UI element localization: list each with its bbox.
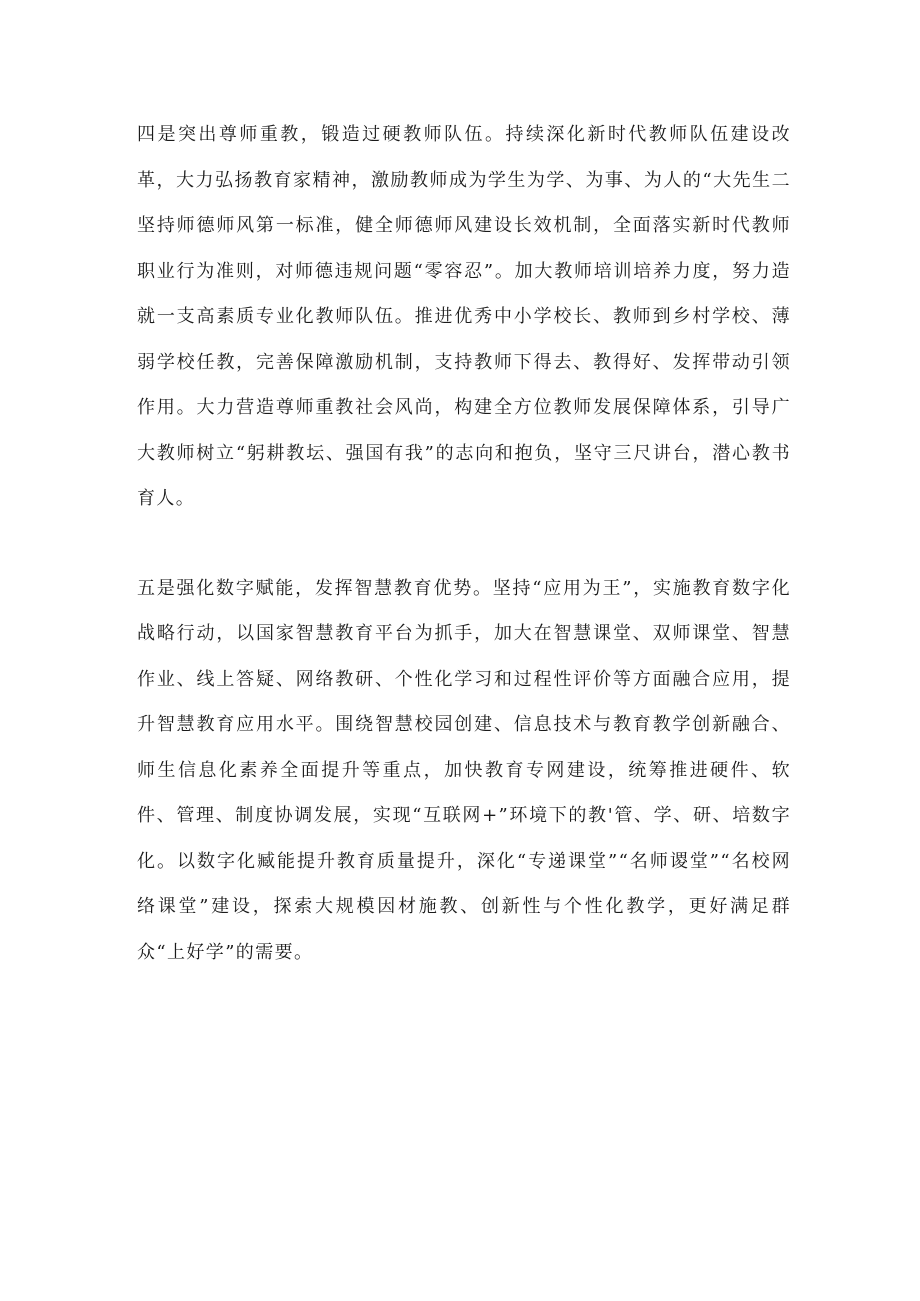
paragraph-spacer <box>137 522 791 566</box>
document-body <box>137 112 791 975</box>
paragraph-teachers: 四是突出尊师重教，锻造过硬教师队伍。持续深化新时代教师队伍建设改革，大力弘扬教育家精神，激励教师成为学生为学、为事、为人的“大先生二坚持师德师风第一标准，健全师德师风建设长效机制，全面落实新时代教师职业行为准则，对师德违规问题“零容忍”。加大教师培训培养力度，努力造就一支高素质专业化教师队伍。推进优秀中小学校长、教师到乡村学校、薄弱学校任教，完善保障激励机制，支持教师下得去、教得好、发挥带动引领作用。大力营造尊师重教社会风尚，构建全方位教师发展保障体系，引导广大教师树立“躬耕教坛、强国有我”的志向和抱负，坚守三尺讲台，潜心教书育人。 <box>137 124 791 509</box>
paragraph-digital-education: 五是强化数字赋能，发挥智慧教育优势。坚持“应用为王”，实施教育数字化战略行动，以国家智慧教育平台为抓手，加大在智慧课堂、双师课堂、智慧作业、线上答疑、网络教研、个性化学习和过程性评价等方面融合应用，提升智慧教育应用水平。围绕智慧校园创建、信息技术与教育教学创新融合、师生信息化素养全面提升等重点，加快教育专网建设，统筹推进硬件、软件、管理、制度协调发展，实现“互联网+”环境下的教'管、学、研、培数字化。以数字化臧能提升教育质量提升，深化“专递课堂”“名师谡堂”“名校网络课堂”建设，探索大规模因材施教、创新性与个性化教学，更好满足群众“上好学”的需要。 <box>137 577 791 963</box>
